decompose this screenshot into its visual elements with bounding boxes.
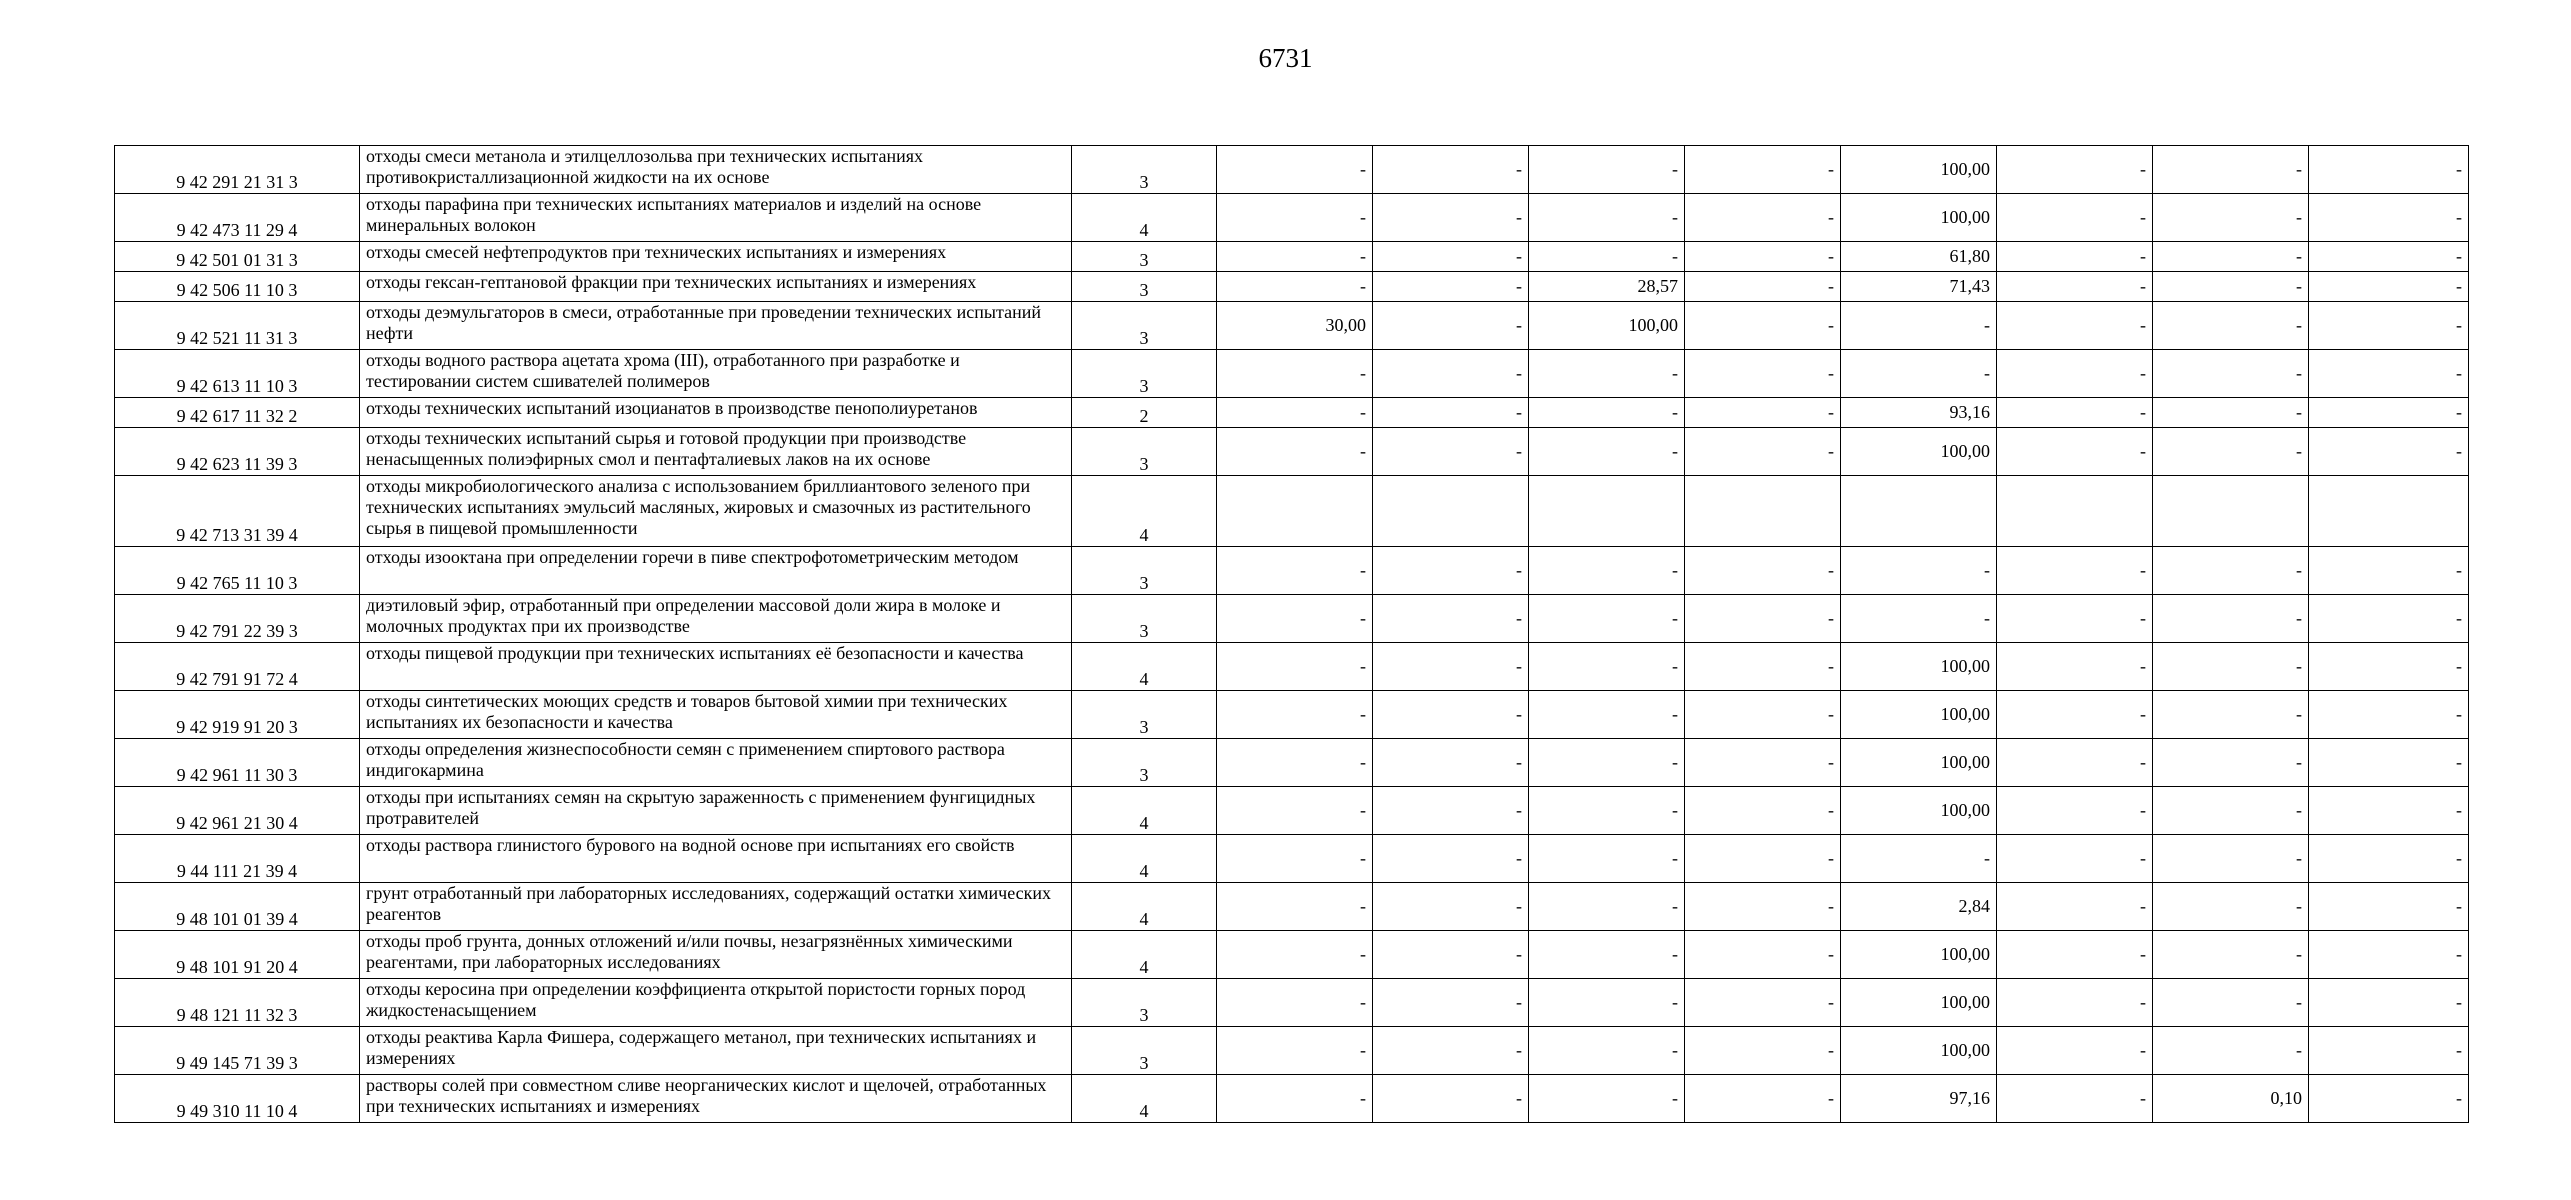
value-cell bbox=[1997, 476, 2153, 547]
table-row bbox=[115, 428, 2469, 476]
value-cell: - bbox=[1373, 931, 1529, 979]
value-cell: - bbox=[1685, 272, 1841, 302]
value-cell: - bbox=[1373, 398, 1529, 428]
value-cell: - bbox=[1373, 595, 1529, 643]
value-cell: - bbox=[1217, 979, 1373, 1027]
value-cell: - bbox=[2153, 691, 2309, 739]
value-cell: - bbox=[1997, 979, 2153, 1027]
value-cell: 97,16 bbox=[1841, 1075, 1997, 1123]
value-cell: - bbox=[1997, 787, 2153, 835]
table-row bbox=[115, 476, 2469, 547]
waste-code-cell: 9 42 961 11 30 3 bbox=[115, 739, 360, 787]
waste-name-cell: отходы реактива Карла Фишера, содержащего метанол, при технических испытаниях и измерениях bbox=[360, 1027, 1072, 1075]
value-cell: - bbox=[2309, 194, 2469, 242]
value-cell: - bbox=[1685, 547, 1841, 595]
table-row bbox=[115, 272, 2469, 302]
value-cell: - bbox=[1217, 691, 1373, 739]
waste-code-cell: 9 42 617 11 32 2 bbox=[115, 398, 360, 428]
value-cell: - bbox=[1373, 979, 1529, 1027]
hazard-class-cell: 3 bbox=[1072, 547, 1217, 595]
table-row bbox=[115, 883, 2469, 931]
value-cell: - bbox=[1997, 398, 2153, 428]
hazard-class-cell: 3 bbox=[1072, 302, 1217, 350]
table-row bbox=[115, 1075, 2469, 1123]
value-cell: 30,00 bbox=[1217, 302, 1373, 350]
value-cell: 100,00 bbox=[1841, 194, 1997, 242]
waste-code-cell: 9 49 145 71 39 3 bbox=[115, 1027, 360, 1075]
value-cell: - bbox=[1373, 146, 1529, 194]
value-cell: - bbox=[1529, 595, 1685, 643]
waste-name-cell: отходы гексан-гептановой фракции при технических испытаниях и измерениях bbox=[360, 272, 1072, 302]
table-row bbox=[115, 979, 2469, 1027]
value-cell: - bbox=[1529, 739, 1685, 787]
value-cell: - bbox=[2153, 1027, 2309, 1075]
value-cell: - bbox=[1529, 350, 1685, 398]
value-cell: 2,84 bbox=[1841, 883, 1997, 931]
value-cell: 28,57 bbox=[1529, 272, 1685, 302]
value-cell: 100,00 bbox=[1841, 739, 1997, 787]
waste-code-cell: 9 42 506 11 10 3 bbox=[115, 272, 360, 302]
value-cell: - bbox=[2153, 547, 2309, 595]
value-cell: - bbox=[1685, 146, 1841, 194]
value-cell: - bbox=[1217, 835, 1373, 883]
value-cell: - bbox=[1997, 428, 2153, 476]
value-cell: - bbox=[2153, 835, 2309, 883]
value-cell: - bbox=[1529, 979, 1685, 1027]
value-cell: - bbox=[2153, 194, 2309, 242]
waste-code-cell: 9 42 961 21 30 4 bbox=[115, 787, 360, 835]
value-cell: - bbox=[2309, 272, 2469, 302]
value-cell: - bbox=[2309, 1027, 2469, 1075]
value-cell: - bbox=[1217, 1027, 1373, 1075]
waste-classification-table bbox=[114, 145, 2469, 1123]
value-cell: - bbox=[1529, 691, 1685, 739]
value-cell: 100,00 bbox=[1841, 428, 1997, 476]
waste-name-cell: отходы определения жизнеспособности семян с применением спиртового раствора индигокармина bbox=[360, 739, 1072, 787]
hazard-class-cell: 4 bbox=[1072, 1075, 1217, 1123]
value-cell: 93,16 bbox=[1841, 398, 1997, 428]
waste-name-cell: отходы синтетических моющих средств и товаров бытовой химии при технических испытаниях их безопасности и качества bbox=[360, 691, 1072, 739]
value-cell: - bbox=[2153, 979, 2309, 1027]
value-cell: - bbox=[2153, 146, 2309, 194]
hazard-class-cell: 3 bbox=[1072, 146, 1217, 194]
value-cell: - bbox=[1997, 691, 2153, 739]
value-cell: - bbox=[2153, 787, 2309, 835]
value-cell: - bbox=[1217, 883, 1373, 931]
value-cell: - bbox=[1529, 787, 1685, 835]
table-row bbox=[115, 398, 2469, 428]
table-row bbox=[115, 835, 2469, 883]
value-cell: - bbox=[1529, 643, 1685, 691]
value-cell: 100,00 bbox=[1841, 931, 1997, 979]
value-cell: - bbox=[1685, 931, 1841, 979]
value-cell: - bbox=[1373, 835, 1529, 883]
value-cell: - bbox=[1373, 547, 1529, 595]
value-cell: - bbox=[1841, 595, 1997, 643]
value-cell: 100,00 bbox=[1841, 787, 1997, 835]
value-cell: - bbox=[1997, 242, 2153, 272]
table-row bbox=[115, 146, 2469, 194]
waste-name-cell: отходы водного раствора ацетата хрома (III), отработанного при разработке и тестировании систем сшивателей полимеров bbox=[360, 350, 1072, 398]
waste-code-cell: 9 42 623 11 39 3 bbox=[115, 428, 360, 476]
value-cell: - bbox=[1373, 739, 1529, 787]
waste-code-cell: 9 48 121 11 32 3 bbox=[115, 979, 360, 1027]
value-cell bbox=[1841, 476, 1997, 547]
value-cell: - bbox=[2309, 350, 2469, 398]
value-cell: - bbox=[1685, 398, 1841, 428]
value-cell: 0,10 bbox=[2153, 1075, 2309, 1123]
value-cell: - bbox=[1997, 302, 2153, 350]
value-cell: - bbox=[2309, 398, 2469, 428]
value-cell: 100,00 bbox=[1841, 691, 1997, 739]
value-cell: - bbox=[1217, 194, 1373, 242]
value-cell: 100,00 bbox=[1841, 146, 1997, 194]
value-cell: - bbox=[1373, 883, 1529, 931]
waste-code-cell: 9 42 791 22 39 3 bbox=[115, 595, 360, 643]
value-cell: - bbox=[1217, 242, 1373, 272]
waste-name-cell: отходы проб грунта, донных отложений и/или почвы, незагрязнённых химическими реагентами, при лабораторных исследованиях bbox=[360, 931, 1072, 979]
value-cell: - bbox=[1217, 1075, 1373, 1123]
value-cell: - bbox=[1997, 350, 2153, 398]
hazard-class-cell: 3 bbox=[1072, 1027, 1217, 1075]
waste-name-cell: растворы солей при совместном сливе неорганических кислот и щелочей, отработанных при технических испытаниях и измерениях bbox=[360, 1075, 1072, 1123]
value-cell: - bbox=[1529, 883, 1685, 931]
waste-code-cell: 9 42 501 01 31 3 bbox=[115, 242, 360, 272]
value-cell: - bbox=[2309, 643, 2469, 691]
waste-code-cell: 9 42 713 31 39 4 bbox=[115, 476, 360, 547]
value-cell: - bbox=[2309, 979, 2469, 1027]
waste-code-cell: 9 48 101 01 39 4 bbox=[115, 883, 360, 931]
value-cell: - bbox=[2309, 146, 2469, 194]
value-cell: - bbox=[1997, 146, 2153, 194]
value-cell: - bbox=[1685, 302, 1841, 350]
hazard-class-cell: 4 bbox=[1072, 931, 1217, 979]
value-cell: - bbox=[1373, 691, 1529, 739]
value-cell: - bbox=[2309, 302, 2469, 350]
value-cell: - bbox=[1217, 787, 1373, 835]
value-cell: - bbox=[2309, 883, 2469, 931]
value-cell: - bbox=[2309, 787, 2469, 835]
value-cell: - bbox=[1685, 194, 1841, 242]
value-cell: - bbox=[1217, 428, 1373, 476]
value-cell: - bbox=[2309, 835, 2469, 883]
table-row bbox=[115, 350, 2469, 398]
value-cell: - bbox=[1685, 1075, 1841, 1123]
hazard-class-cell: 4 bbox=[1072, 476, 1217, 547]
value-cell: 100,00 bbox=[1529, 302, 1685, 350]
value-cell: - bbox=[1685, 643, 1841, 691]
value-cell: - bbox=[2309, 1075, 2469, 1123]
value-cell: - bbox=[1997, 835, 2153, 883]
waste-code-cell: 9 49 310 11 10 4 bbox=[115, 1075, 360, 1123]
waste-code-cell: 9 48 101 91 20 4 bbox=[115, 931, 360, 979]
value-cell: - bbox=[1529, 398, 1685, 428]
hazard-class-cell: 4 bbox=[1072, 787, 1217, 835]
value-cell: - bbox=[1373, 242, 1529, 272]
table-row bbox=[115, 1027, 2469, 1075]
value-cell: - bbox=[1217, 547, 1373, 595]
value-cell: - bbox=[1997, 547, 2153, 595]
value-cell: - bbox=[2309, 931, 2469, 979]
value-cell: - bbox=[1529, 242, 1685, 272]
value-cell: - bbox=[1217, 350, 1373, 398]
value-cell: - bbox=[2309, 691, 2469, 739]
value-cell: - bbox=[1373, 1075, 1529, 1123]
value-cell: - bbox=[1997, 1075, 2153, 1123]
hazard-class-cell: 2 bbox=[1072, 398, 1217, 428]
value-cell: - bbox=[1529, 146, 1685, 194]
value-cell: - bbox=[2309, 547, 2469, 595]
value-cell: - bbox=[1217, 739, 1373, 787]
table-row bbox=[115, 931, 2469, 979]
value-cell: - bbox=[1685, 350, 1841, 398]
value-cell: - bbox=[2153, 595, 2309, 643]
value-cell: - bbox=[1685, 428, 1841, 476]
value-cell: - bbox=[2153, 739, 2309, 787]
value-cell: - bbox=[2309, 242, 2469, 272]
waste-code-cell: 9 42 473 11 29 4 bbox=[115, 194, 360, 242]
table-row bbox=[115, 242, 2469, 272]
value-cell: 71,43 bbox=[1841, 272, 1997, 302]
table-row bbox=[115, 643, 2469, 691]
value-cell: - bbox=[2153, 643, 2309, 691]
page-number: 6731 bbox=[1258, 43, 1313, 73]
value-cell: - bbox=[1997, 643, 2153, 691]
value-cell: - bbox=[2309, 739, 2469, 787]
value-cell: - bbox=[1217, 146, 1373, 194]
waste-name-cell: отходы изооктана при определении горечи в пиве спектрофотометрическим методом bbox=[360, 547, 1072, 595]
value-cell: - bbox=[1217, 931, 1373, 979]
hazard-class-cell: 4 bbox=[1072, 194, 1217, 242]
value-cell bbox=[2153, 476, 2309, 547]
value-cell: - bbox=[1373, 350, 1529, 398]
value-cell: - bbox=[1529, 1027, 1685, 1075]
value-cell bbox=[1529, 476, 1685, 547]
value-cell: - bbox=[1373, 787, 1529, 835]
value-cell: - bbox=[1373, 643, 1529, 691]
value-cell: - bbox=[1685, 691, 1841, 739]
value-cell: - bbox=[1685, 739, 1841, 787]
hazard-class-cell: 3 bbox=[1072, 595, 1217, 643]
value-cell bbox=[1373, 476, 1529, 547]
value-cell: 100,00 bbox=[1841, 643, 1997, 691]
value-cell: - bbox=[1841, 547, 1997, 595]
waste-name-cell: отходы технических испытаний сырья и готовой продукции при производстве ненасыщенных полиэфирных смол и пентафталиевых лаков на их основе bbox=[360, 428, 1072, 476]
value-cell: - bbox=[1373, 194, 1529, 242]
table-row bbox=[115, 787, 2469, 835]
value-cell: - bbox=[1685, 787, 1841, 835]
waste-code-cell: 9 42 765 11 10 3 bbox=[115, 547, 360, 595]
value-cell: - bbox=[2153, 931, 2309, 979]
waste-code-cell: 9 44 111 21 39 4 bbox=[115, 835, 360, 883]
value-cell: - bbox=[1997, 883, 2153, 931]
waste-name-cell: отходы раствора глинистого бурового на водной основе при испытаниях его свойств bbox=[360, 835, 1072, 883]
value-cell bbox=[1217, 476, 1373, 547]
value-cell: - bbox=[1997, 194, 2153, 242]
value-cell: - bbox=[1685, 835, 1841, 883]
value-cell: - bbox=[1529, 835, 1685, 883]
waste-name-cell: отходы смесей нефтепродуктов при технических испытаниях и измерениях bbox=[360, 242, 1072, 272]
waste-name-cell: отходы парафина при технических испытаниях материалов и изделий на основе минеральных волокон bbox=[360, 194, 1072, 242]
waste-code-cell: 9 42 291 21 31 3 bbox=[115, 146, 360, 194]
value-cell bbox=[1685, 476, 1841, 547]
value-cell: - bbox=[1685, 595, 1841, 643]
value-cell: - bbox=[1997, 595, 2153, 643]
hazard-class-cell: 4 bbox=[1072, 643, 1217, 691]
waste-code-cell: 9 42 521 11 31 3 bbox=[115, 302, 360, 350]
value-cell: 100,00 bbox=[1841, 1027, 1997, 1075]
waste-code-cell: 9 42 919 91 20 3 bbox=[115, 691, 360, 739]
hazard-class-cell: 3 bbox=[1072, 242, 1217, 272]
value-cell: - bbox=[1841, 350, 1997, 398]
hazard-class-cell: 3 bbox=[1072, 739, 1217, 787]
value-cell: - bbox=[2153, 350, 2309, 398]
table-row bbox=[115, 595, 2469, 643]
table-row bbox=[115, 302, 2469, 350]
hazard-class-cell: 4 bbox=[1072, 883, 1217, 931]
value-cell: - bbox=[1841, 302, 1997, 350]
hazard-class-cell: 3 bbox=[1072, 691, 1217, 739]
value-cell: - bbox=[1997, 931, 2153, 979]
value-cell: - bbox=[1373, 272, 1529, 302]
value-cell: - bbox=[1529, 547, 1685, 595]
value-cell: - bbox=[2153, 398, 2309, 428]
value-cell: - bbox=[2153, 428, 2309, 476]
waste-name-cell: отходы пищевой продукции при технических испытаниях её безопасности и качества bbox=[360, 643, 1072, 691]
value-cell: - bbox=[1217, 595, 1373, 643]
value-cell bbox=[2309, 476, 2469, 547]
value-cell: - bbox=[1997, 739, 2153, 787]
value-cell: - bbox=[1529, 931, 1685, 979]
value-cell: - bbox=[1685, 979, 1841, 1027]
hazard-class-cell: 3 bbox=[1072, 979, 1217, 1027]
value-cell: - bbox=[1841, 835, 1997, 883]
hazard-class-cell: 3 bbox=[1072, 350, 1217, 398]
value-cell: - bbox=[1373, 302, 1529, 350]
table-row bbox=[115, 691, 2469, 739]
value-cell: - bbox=[1217, 398, 1373, 428]
waste-name-cell: отходы керосина при определении коэффициента открытой пористости горных пород жидкостенасыщением bbox=[360, 979, 1072, 1027]
waste-code-cell: 9 42 613 11 10 3 bbox=[115, 350, 360, 398]
waste-name-cell: отходы технических испытаний изоцианатов в производстве пенополиуретанов bbox=[360, 398, 1072, 428]
waste-name-cell: отходы смеси метанола и этилцеллозольва при технических испытаниях противокристаллизационной жидкости на их основе bbox=[360, 146, 1072, 194]
value-cell: - bbox=[1997, 272, 2153, 302]
table-body bbox=[115, 146, 2469, 1123]
waste-name-cell: отходы при испытаниях семян на скрытую зараженность с применением фунгицидных протравителей bbox=[360, 787, 1072, 835]
value-cell: - bbox=[2153, 272, 2309, 302]
value-cell: - bbox=[1529, 1075, 1685, 1123]
waste-code-cell: 9 42 791 91 72 4 bbox=[115, 643, 360, 691]
value-cell: - bbox=[2153, 302, 2309, 350]
table-row bbox=[115, 547, 2469, 595]
value-cell: 100,00 bbox=[1841, 979, 1997, 1027]
value-cell: - bbox=[2309, 595, 2469, 643]
value-cell: - bbox=[1217, 643, 1373, 691]
waste-name-cell: отходы микробиологического анализа с использованием бриллиантового зеленого при технических испытаниях эмульсий масляных, жировых и смазочных из растительного сырья в пищевой промышленности bbox=[360, 476, 1072, 547]
value-cell: - bbox=[1997, 1027, 2153, 1075]
hazard-class-cell: 4 bbox=[1072, 835, 1217, 883]
value-cell: - bbox=[1373, 428, 1529, 476]
value-cell: - bbox=[1685, 242, 1841, 272]
value-cell: - bbox=[2153, 242, 2309, 272]
value-cell: - bbox=[1529, 428, 1685, 476]
waste-name-cell: отходы деэмульгаторов в смеси, отработанные при проведении технических испытаний нефти bbox=[360, 302, 1072, 350]
hazard-class-cell: 3 bbox=[1072, 272, 1217, 302]
value-cell: - bbox=[1529, 194, 1685, 242]
value-cell: - bbox=[1685, 1027, 1841, 1075]
table-row bbox=[115, 739, 2469, 787]
waste-name-cell: грунт отработанный при лабораторных исследованиях, содержащий остатки химических реагентов bbox=[360, 883, 1072, 931]
value-cell: 61,80 bbox=[1841, 242, 1997, 272]
value-cell: - bbox=[1373, 1027, 1529, 1075]
value-cell: - bbox=[2309, 428, 2469, 476]
value-cell: - bbox=[2153, 883, 2309, 931]
hazard-class-cell: 3 bbox=[1072, 428, 1217, 476]
value-cell: - bbox=[1685, 883, 1841, 931]
table-row bbox=[115, 194, 2469, 242]
value-cell: - bbox=[1217, 272, 1373, 302]
waste-name-cell: диэтиловый эфир, отработанный при определении массовой доли жира в молоке и молочных продуктах при их производстве bbox=[360, 595, 1072, 643]
